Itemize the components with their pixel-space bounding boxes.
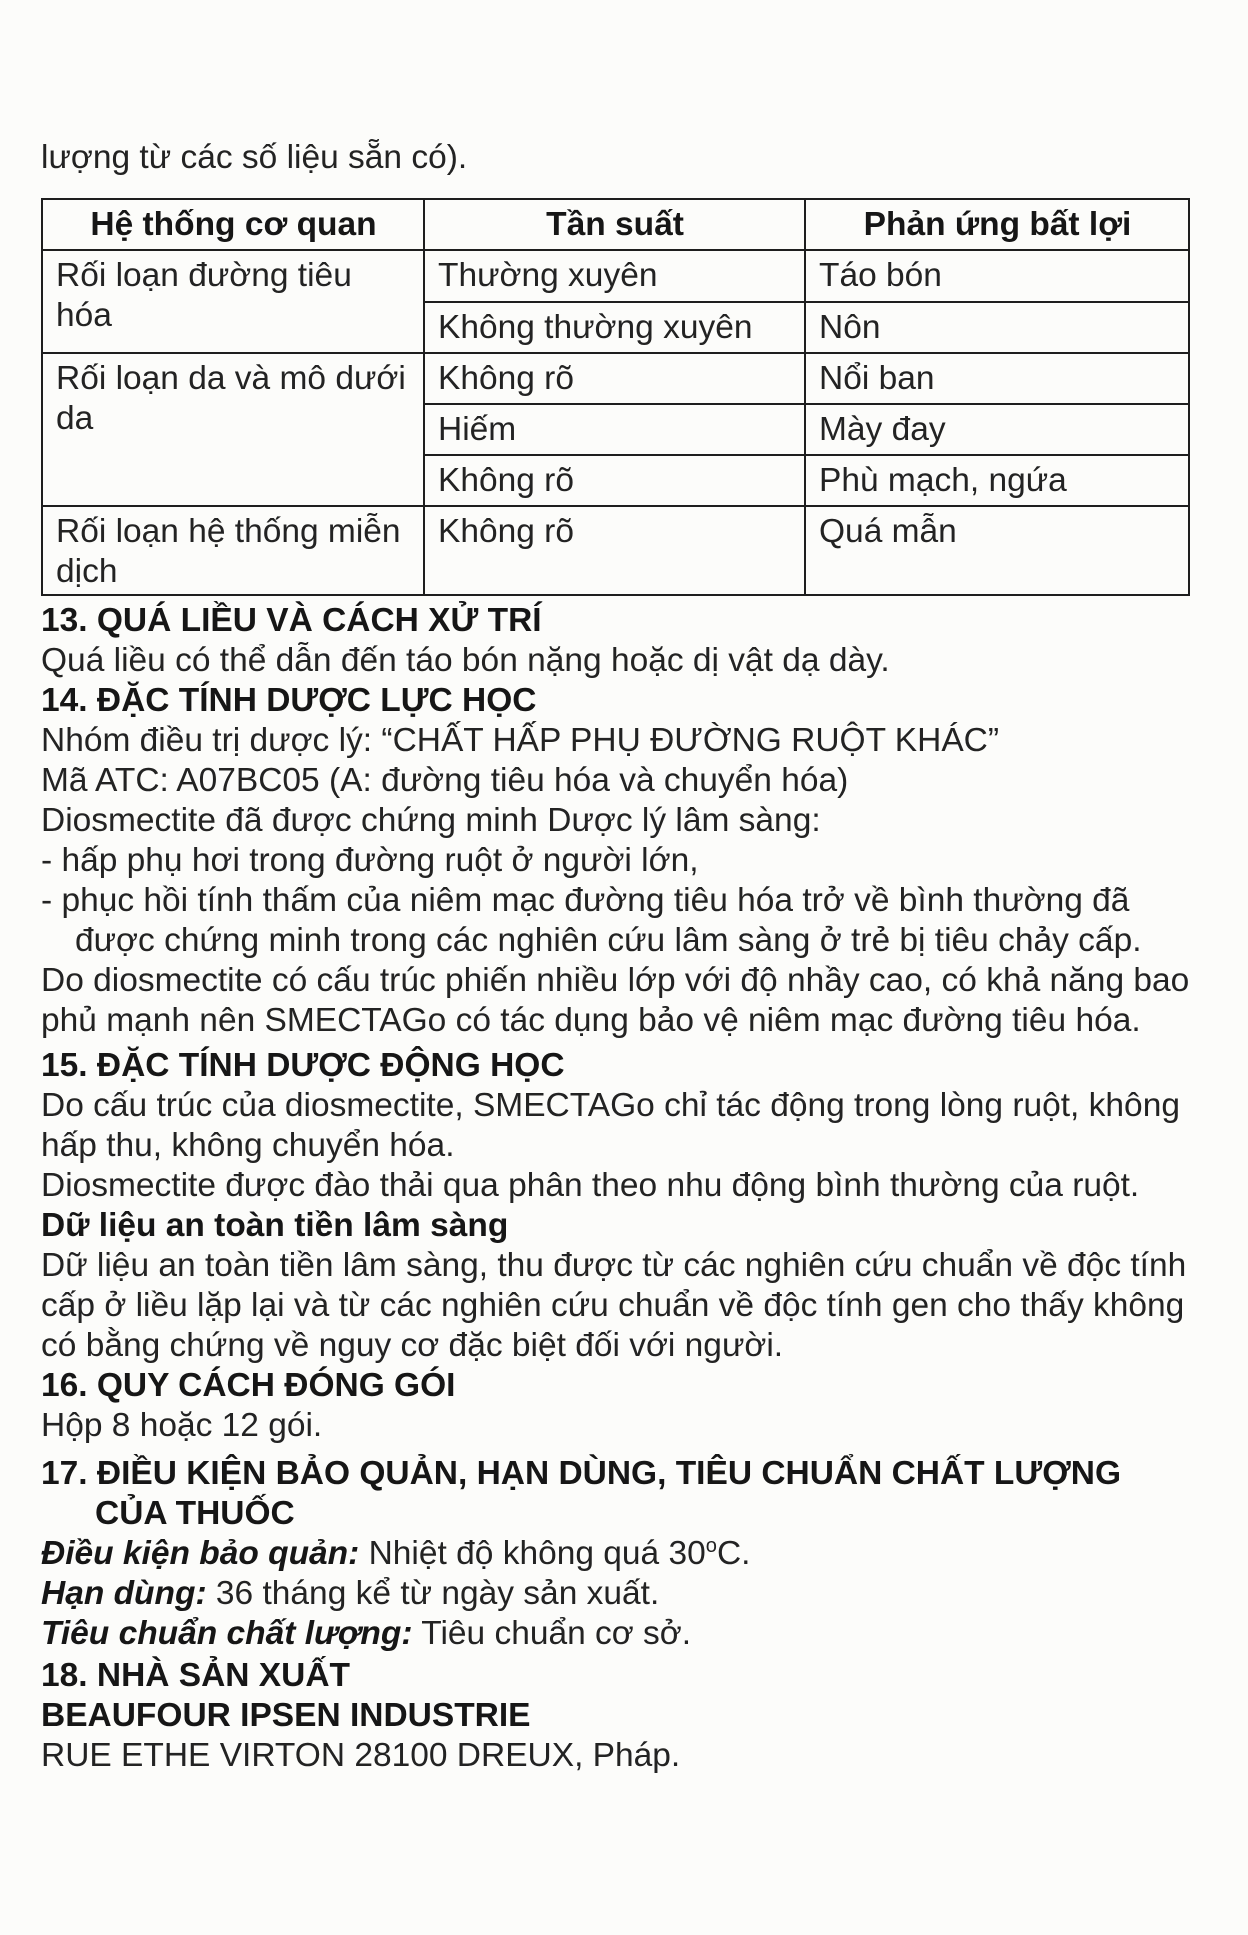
paragraph-line: hấp thu, không chuyển hóa. <box>41 1127 455 1164</box>
section-17-heading: 17. ĐIỀU KIỆN BẢO QUẢN, HẠN DÙNG, TIÊU CHUẨN CHẤT LƯỢNG <box>41 1455 1122 1492</box>
organ-system-text: da <box>56 400 94 437</box>
section-17-heading-continuation: CỦA THUỐC <box>95 1495 295 1532</box>
list-item: - hấp phụ hơi trong đường ruột ở người lớn, <box>41 842 699 879</box>
organ-system-text: Rối loạn da và mô dưới <box>56 360 406 397</box>
frequency-cell: Không thường xuyên <box>424 302 805 353</box>
paragraph-line: cấp ở liều lặp lại và từ các nghiên cứu chuẩn về độc tính gen cho thấy không <box>41 1287 1185 1324</box>
storage-conditions-label: Điều kiện bảo quản: <box>41 1535 360 1572</box>
section-18-heading: 18. NHÀ SẢN XUẤT <box>41 1657 350 1694</box>
frequency-cell: Không rõ <box>424 353 805 404</box>
storage-conditions-value: Nhiệt độ không quá 30 <box>368 1535 706 1572</box>
paragraph-line: có bằng chứng về nguy cơ đặc biệt đối với người. <box>41 1327 784 1364</box>
section-15-heading: 15. ĐẶC TÍNH DƯỢC ĐỘNG HỌC <box>41 1047 565 1084</box>
leaflet-body <box>41 601 1236 1776</box>
manufacturer-name: BEAUFOUR IPSEN INDUSTRIE <box>41 1697 531 1734</box>
paragraph-line: Mã ATC: A07BC05 (A: đường tiêu hóa và chuyển hóa) <box>41 762 849 799</box>
organ-system-text: hóa <box>56 297 112 334</box>
paragraph-line: Do cấu trúc của diosmectite, SMECTAGo chỉ tác động trong lòng ruột, không <box>41 1087 1180 1124</box>
frequency-cell: Không rõ <box>424 506 805 595</box>
shelf-life-label: Hạn dùng: <box>41 1575 207 1612</box>
reaction-cell: Phù mạch, ngứa <box>805 455 1189 506</box>
organ-system-cell <box>42 506 424 595</box>
frequency-cell: Hiếm <box>424 404 805 455</box>
shelf-life-line <box>41 1574 1236 1614</box>
quality-standard-line <box>41 1614 1236 1654</box>
section-13-heading: 13. QUÁ LIỀU VÀ CÁCH XỬ TRÍ <box>41 602 542 639</box>
table-row <box>42 250 1189 302</box>
organ-system-text: dịch <box>56 553 118 590</box>
paragraph-line: Nhóm điều trị dược lý: “CHẤT HẤP PHỤ ĐƯỜNG RUỘT KHÁC” <box>41 722 1000 759</box>
quality-standard-label: Tiêu chuẩn chất lượng: <box>41 1615 413 1652</box>
frequency-cell: Thường xuyên <box>424 250 805 302</box>
storage-conditions-line <box>41 1534 1236 1574</box>
temperature-unit: C. <box>716 1535 751 1572</box>
quality-standard-value: Tiêu chuẩn cơ sở. <box>421 1615 692 1652</box>
paragraph-line: Quá liều có thể dẫn đến táo bón nặng hoặc dị vật dạ dày. <box>41 642 890 679</box>
table-row <box>42 506 1189 595</box>
organ-system-cell <box>42 250 424 353</box>
preclinical-safety-subheading: Dữ liệu an toàn tiền lâm sàng <box>41 1207 509 1244</box>
organ-system-text: Rối loạn hệ thống miễn <box>56 513 401 550</box>
intro-line: lượng từ các số liệu sẵn có). <box>41 139 468 176</box>
reaction-cell: Nôn <box>805 302 1189 353</box>
paragraph-line: Do diosmectite có cấu trúc phiến nhiều lớp với độ nhầy cao, có khả năng bao <box>41 962 1190 999</box>
organ-system-cell <box>42 353 424 506</box>
paragraph-line: phủ mạnh nên SMECTAGo có tác dụng bảo vệ niêm mạc đường tiêu hóa. <box>41 1002 1141 1039</box>
paragraph-line: Diosmectite được đào thải qua phân theo nhu động bình thường của ruột. <box>41 1167 1140 1204</box>
reaction-cell: Táo bón <box>805 250 1189 302</box>
list-item-continuation: được chứng minh trong các nghiên cứu lâm sàng ở trẻ bị tiêu chảy cấp. <box>75 922 1142 959</box>
degree-superscript: o <box>705 1534 717 1557</box>
section-14-heading: 14. ĐẶC TÍNH DƯỢC LỰC HỌC <box>41 682 537 719</box>
adverse-reactions-table <box>41 198 1190 596</box>
list-item: - phục hồi tính thấm của niêm mạc đường tiêu hóa trở về bình thường đã <box>41 882 1130 919</box>
reaction-cell: Nổi ban <box>805 353 1189 404</box>
table-row <box>42 353 1189 404</box>
reaction-cell: Mày đay <box>805 404 1189 455</box>
header-organ-system: Hệ thống cơ quan <box>42 199 424 250</box>
reaction-cell: Quá mẫn <box>805 506 1189 595</box>
paragraph-line: Diosmectite đã được chứng minh Dược lý lâm sàng: <box>41 802 821 839</box>
shelf-life-value: 36 tháng kể từ ngày sản xuất. <box>215 1575 660 1612</box>
header-frequency: Tần suất <box>424 199 805 250</box>
paragraph-line: Hộp 8 hoặc 12 gói. <box>41 1407 323 1444</box>
section-16-heading: 16. QUY CÁCH ĐÓNG GÓI <box>41 1367 456 1404</box>
header-adverse-reaction: Phản ứng bất lợi <box>805 199 1189 250</box>
table-header-row <box>42 199 1189 250</box>
frequency-cell: Không rõ <box>424 455 805 506</box>
manufacturer-address: RUE ETHE VIRTON 28100 DREUX, Pháp. <box>41 1737 681 1774</box>
paragraph-line: Dữ liệu an toàn tiền lâm sàng, thu được từ các nghiên cứu chuẩn về độc tính <box>41 1247 1187 1284</box>
organ-system-text: Rối loạn đường tiêu <box>56 257 352 294</box>
